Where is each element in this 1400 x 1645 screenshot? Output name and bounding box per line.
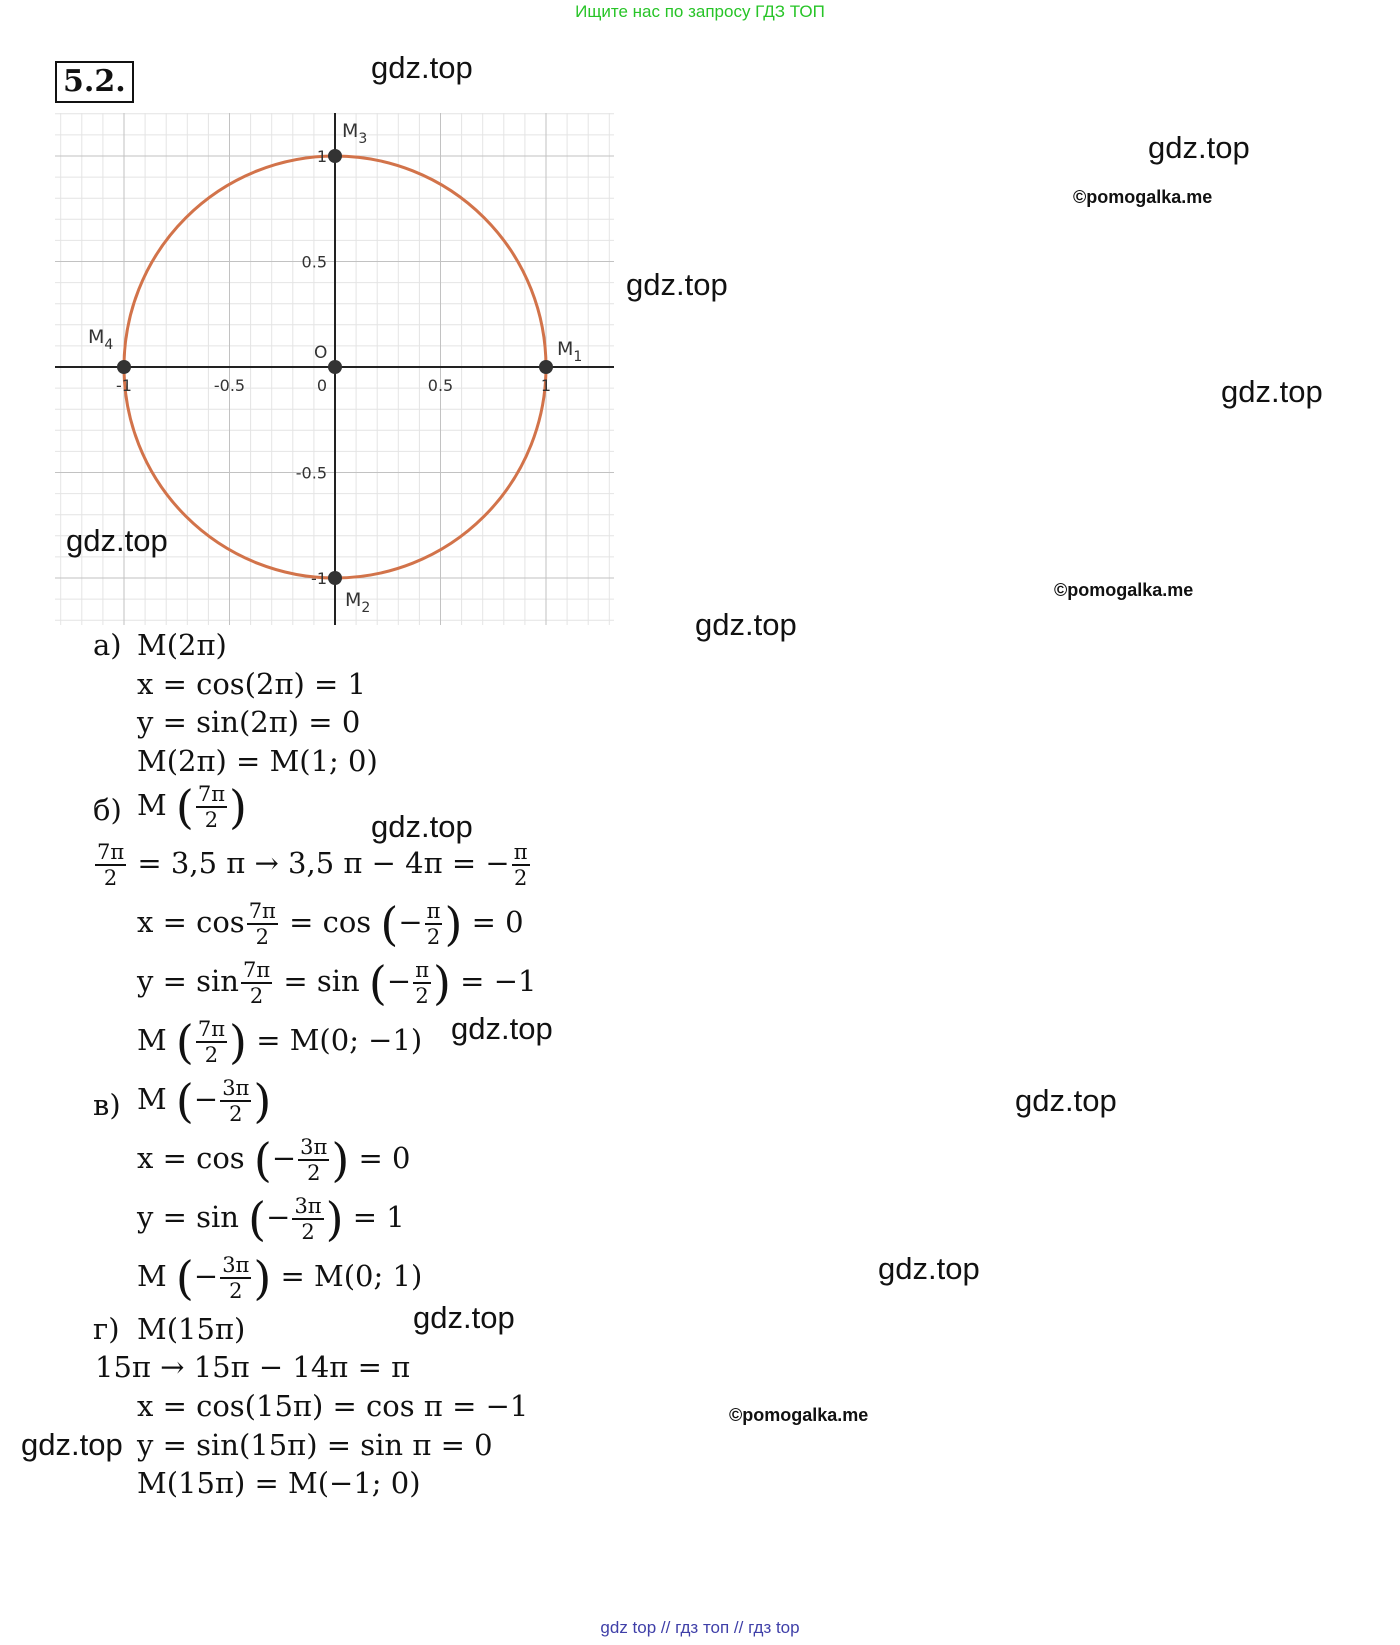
y-tick-label: 1	[316, 147, 327, 166]
point-label-m2: $M_2$	[345, 589, 371, 616]
y-tick-label: 0.5	[301, 252, 327, 272]
solution-line: M(15π) = M(−1; 0)	[137, 1466, 421, 1500]
point-m2	[328, 571, 342, 585]
watermark: gdz.top	[878, 1251, 980, 1286]
solution-line: x = cos (− $\frac{3\pi}{2}$ ) = 0	[137, 1133, 411, 1187]
solution-line: y = sin(2π) = 0	[137, 705, 361, 739]
point-m3	[328, 149, 342, 163]
solution-line: x = cos(2π) = 1	[137, 667, 366, 701]
solution-line: M(2π) = M(1; 0)	[137, 744, 378, 778]
solution-line: x = cos(15π) = cos π = −1	[137, 1389, 529, 1423]
point-m4	[117, 360, 131, 374]
solution-line: $\frac{7\pi}{2}$ = 3,5 π → 3,5 π − 4π = − $\frac{\pi}{2}$	[97, 840, 528, 890]
x-tick-label: -0.5	[213, 376, 246, 395]
watermark: gdz.top	[413, 1300, 515, 1335]
point-label-m1: $M_1$	[557, 338, 583, 365]
copyright-notice: ©pomogalka.me	[1054, 580, 1194, 600]
watermark: gdz.top	[371, 50, 473, 85]
watermark: gdz.top	[626, 267, 728, 302]
y-tick-label: -0.5	[295, 463, 327, 483]
x-tick-label: 0.5	[427, 376, 454, 395]
solution-line: x = cos $\frac{7\pi}{2}$ = cos (− $\frac{\pi}{2}$ ) = 0	[137, 897, 524, 951]
copyright-notice: ©pomogalka.me	[1073, 187, 1213, 207]
solution-line: M ( $\frac{7\pi}{2}$ )	[137, 780, 247, 834]
solution-line: 15π → 15π − 14π = π	[95, 1350, 411, 1384]
x-tick-label: -1	[116, 376, 132, 395]
solution-line: M ( $\frac{7\pi}{2}$ ) = M(0; −1)	[137, 1015, 423, 1069]
part-label-a: а)	[93, 628, 122, 662]
part-label-g: г)	[93, 1312, 120, 1346]
solution-line: M(2π)	[137, 628, 227, 662]
problem-number: 5.2.	[55, 61, 134, 103]
x-tick-label: 0	[316, 376, 328, 395]
solution-line: M (− $\frac{3\pi}{2}$ )	[137, 1074, 272, 1128]
solution-line: y = sin(15π) = sin π = 0	[137, 1428, 493, 1462]
part-label-b: б)	[93, 793, 122, 827]
watermark: gdz.top	[695, 607, 797, 642]
footer-links[interactable]: gdz top // гдз топ // гдз top	[600, 1618, 800, 1637]
origin-label: O	[314, 343, 328, 363]
search-banner[interactable]: Ищите нас по запросу ГДЗ ТОП	[575, 2, 825, 21]
watermark: gdz.top	[451, 1011, 553, 1046]
watermark: gdz.top	[1148, 130, 1250, 165]
copyright-notice: ©pomogalka.me	[729, 1405, 869, 1425]
watermark: gdz.top	[1015, 1083, 1117, 1118]
point-m1	[539, 360, 553, 374]
solution-line: y = sin $\frac{7\pi}{2}$ = sin (− $\frac{\pi}{2}$ ) = −1	[137, 956, 537, 1010]
origin-point	[328, 360, 342, 374]
watermark: gdz.top	[66, 523, 168, 558]
solution-line: M (− $\frac{3\pi}{2}$ ) = M(0; 1)	[137, 1251, 423, 1305]
watermark: gdz.top	[1221, 374, 1323, 409]
watermark: gdz.top	[21, 1427, 123, 1462]
x-tick-label: 1	[540, 376, 552, 395]
watermark: gdz.top	[371, 809, 473, 844]
solution-line: M(15π)	[137, 1312, 246, 1346]
y-tick-label: -1	[311, 569, 327, 588]
point-label-m3: $M_3$	[342, 120, 368, 147]
part-label-v: в)	[93, 1088, 121, 1122]
point-label-m4: $M_4$	[88, 326, 114, 353]
solution-line: y = sin (− $\frac{3\pi}{2}$ ) = 1	[137, 1192, 405, 1246]
